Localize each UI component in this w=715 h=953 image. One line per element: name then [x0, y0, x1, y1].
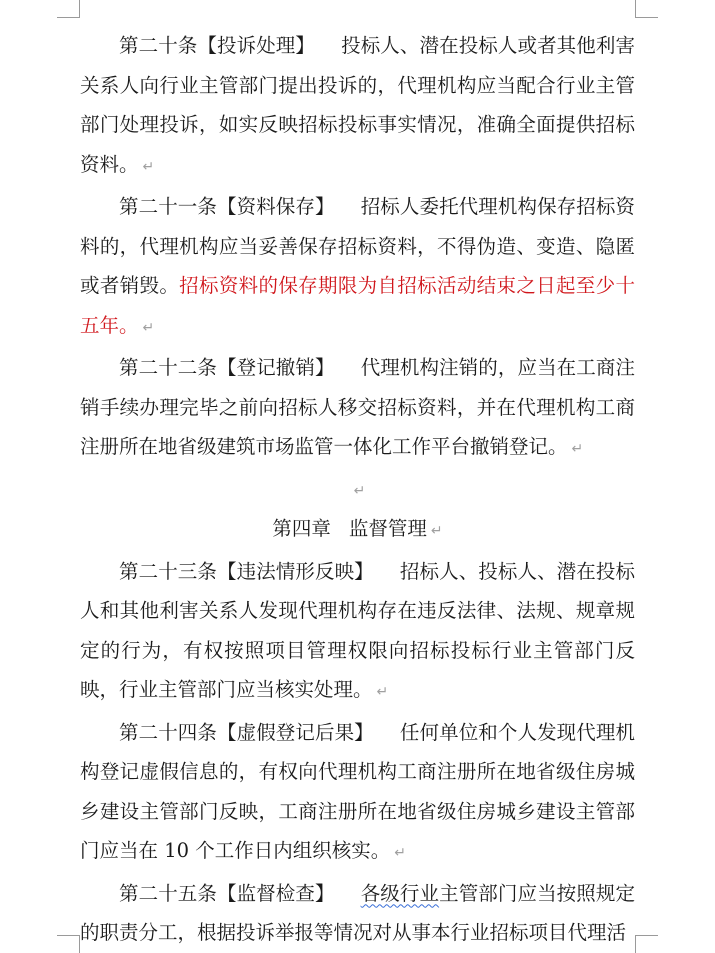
article-20-heading: 第二十条【投诉处理】: [119, 34, 315, 57]
article-22-heading: 第二十二条【登记撤销】: [119, 356, 335, 379]
paragraph-mark-icon: ↵: [142, 319, 155, 336]
crop-mark-top-left-v: [79, 0, 80, 18]
article-23[interactable]: [80, 552, 635, 713]
chapter-heading[interactable]: [80, 509, 635, 552]
document-page[interactable]: [80, 26, 635, 953]
chapter-title: 监督管理: [348, 517, 427, 540]
article-21-highlight: 招标资料的保存期限为自招标活动结束之日起至少十五年。: [80, 274, 635, 337]
article-21-heading: 第二十一条【资料保存】: [119, 195, 335, 218]
crop-mark-bottom-right-h: [636, 935, 658, 936]
paragraph-mark-icon: ↵: [430, 523, 443, 539]
crop-mark-top-right-h: [636, 17, 658, 18]
article-24[interactable]: [80, 713, 635, 874]
article-24-body: 任何单位和个人发现代理机构登记虚假信息的，有权向代理机构工商注册所在地省级住房城乡建设主管部门反映，工商注册所在地省级住房城乡建设主管部门应当在 10 个工作日内组织核实。: [80, 720, 635, 862]
paragraph-mark-icon: ↵: [571, 441, 584, 457]
crop-mark-top-right-v: [635, 0, 636, 18]
crop-mark-bottom-right-v: [635, 935, 636, 953]
spellcheck-underline[interactable]: 各级行业: [360, 881, 440, 905]
article-25-body: 主管部门应当按照规定的职责分工，根据投诉举报等情况对从事本行业招标项目代理活: [80, 881, 635, 944]
paragraph-mark-icon: ↵: [394, 845, 406, 861]
article-23-body: 招标人、投标人、潜在投标人和其他利害关系人发现代理机构存在违反法律、法规、规章规定的行为，有权按照项目管理权限向招标投标行业主管部门反映，行业主管部门应当核实处理。: [80, 559, 635, 701]
article-20-body: 投标人、潜在投标人或者其他利害关系人向行业主管部门提出投诉的，代理机构应当配合行业主管部门处理投诉，如实反映招标投标事实情况，准确全面提供招标资料。: [80, 34, 635, 176]
article-25[interactable]: [80, 874, 635, 953]
crop-mark-bottom-left-h: [57, 935, 79, 936]
article-22-body: 代理机构注销的，应当在工商注销手续办理完毕之前向招标人移交招标资料，并在代理机构工商注册所在地省级建筑市场监管一体化工作平台撤销登记。: [80, 356, 635, 458]
chapter-number: 第四章: [272, 517, 331, 540]
article-21-body: 招标人委托代理机构保存招标资料的，代理机构应当妥善保存招标资料，不得伪造、变造、隐匿或者销毁。: [80, 195, 635, 297]
article-22[interactable]: [80, 348, 635, 470]
article-24-heading: 第二十四条【虚假登记后果】: [119, 720, 374, 744]
paragraph-mark-icon: ↵: [353, 482, 366, 499]
article-23-heading: 第二十三条【违法情形反映】: [119, 559, 374, 583]
article-25-heading: 第二十五条【监督检查】: [119, 881, 335, 905]
article-20[interactable]: [80, 26, 635, 187]
crop-mark-top-left-h: [57, 17, 79, 18]
article-21[interactable]: [80, 187, 635, 348]
empty-paragraph[interactable]: [80, 470, 635, 510]
paragraph-mark-icon: ↵: [142, 158, 155, 175]
paragraph-mark-icon: ↵: [376, 684, 389, 700]
